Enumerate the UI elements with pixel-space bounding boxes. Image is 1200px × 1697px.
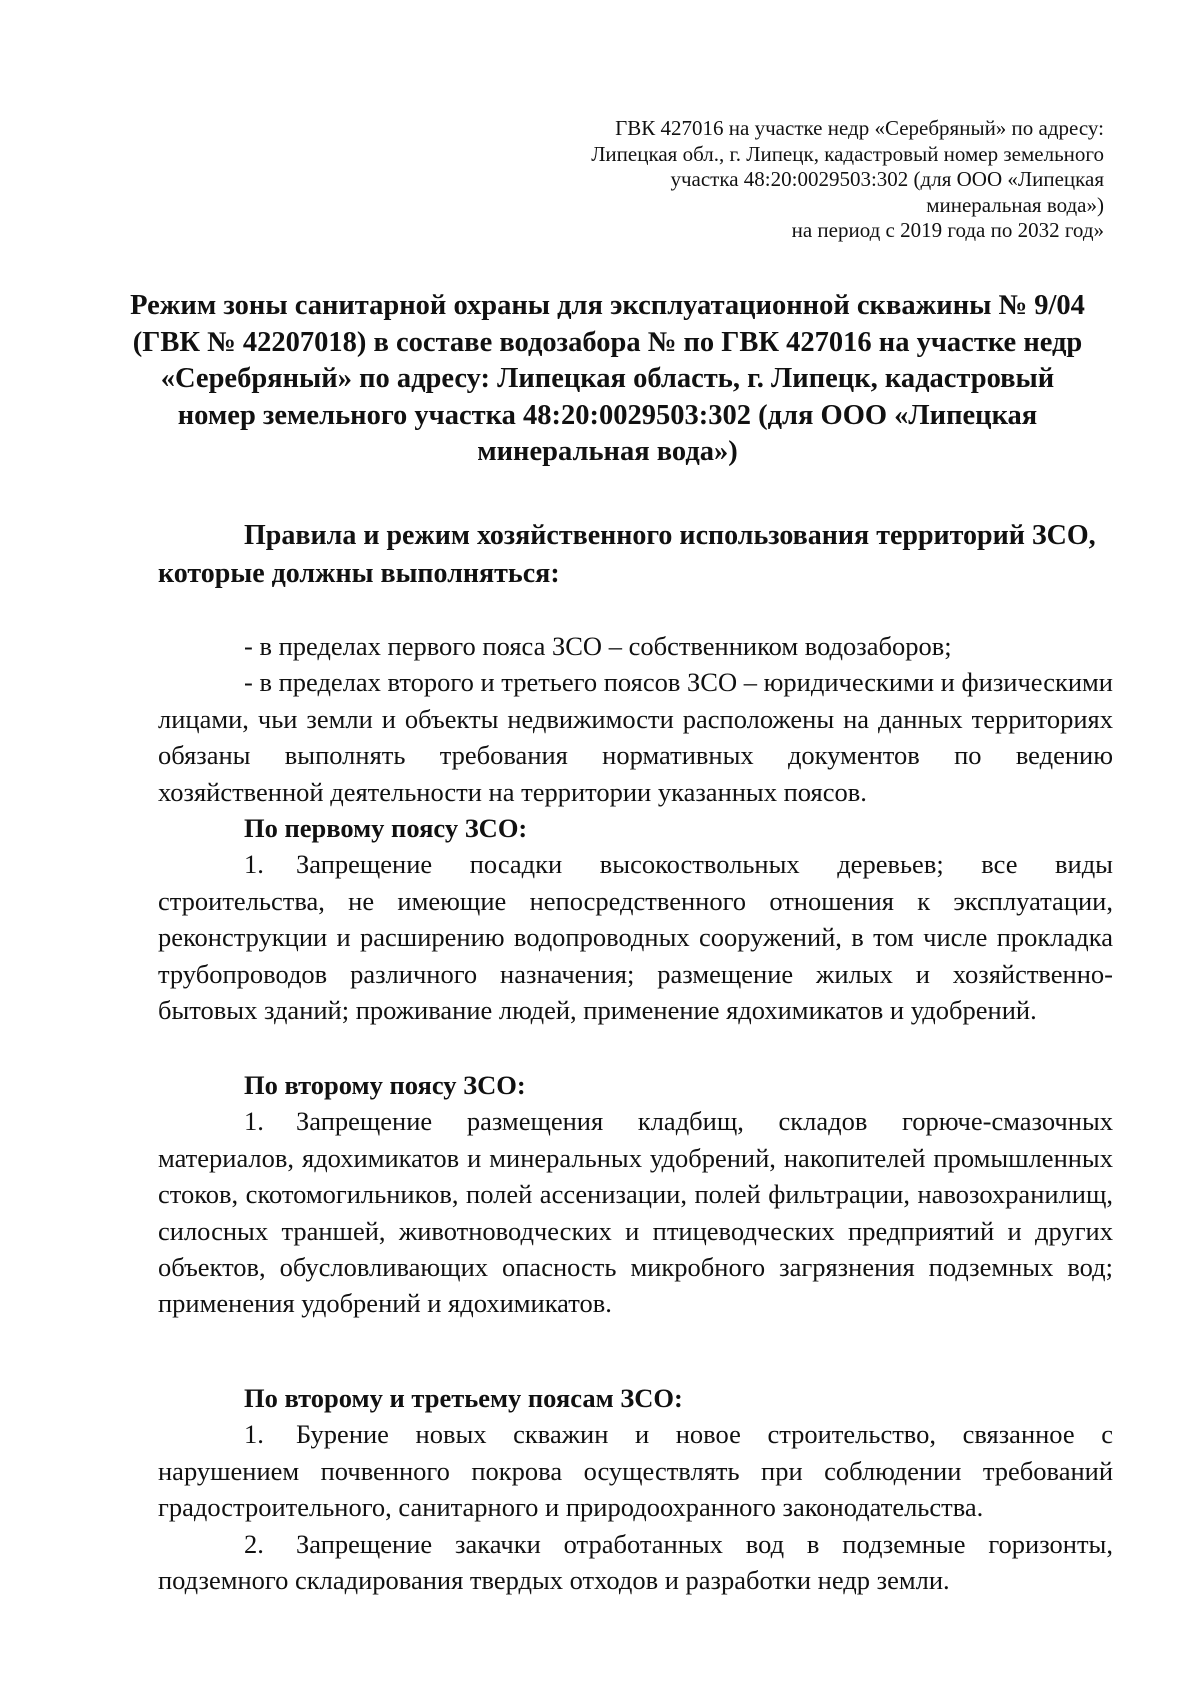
item-text: Запрещение закачки отработанных вод в подземные горизонты, подземного складирования твердых отходов и разработки недр земли. bbox=[158, 1528, 1113, 1596]
header-line: участка 48:20:0029503:302 (для ООО «Липецкая bbox=[670, 167, 1104, 192]
intro-section bbox=[158, 628, 1113, 810]
rules-heading-line: Правила и режим хозяйственного использования территорий ЗСО, bbox=[244, 520, 1096, 551]
belt1-heading: По первому поясу ЗСО: bbox=[244, 813, 528, 843]
document-title bbox=[130, 288, 1085, 471]
belt1-item bbox=[158, 846, 1113, 1028]
header-line: на период с 2019 года по 2032 год» bbox=[791, 218, 1104, 243]
belt23-item bbox=[158, 1416, 1113, 1525]
title-line: (ГВК № 42207018) в составе водозабора № по ГВК 427016 на участке недр bbox=[132, 326, 1083, 358]
title-line: минеральная вода») bbox=[477, 436, 738, 467]
belt23-heading: По второму и третьему поясам ЗСО: bbox=[244, 1383, 683, 1413]
item-number: 1. bbox=[244, 849, 264, 880]
item-text: Запрещение размещения кладбищ, складов горюче-смазочных материалов, ядохимикатов и минеральных удобрений, накопителей промышленных стоков, скотомогильников, полей ассенизации, полей фильтрации, навозохранилищ, силосных траншей, животноводческих и птицеводческих предприятий и других объектов, обусловливающих опасность микробного загрязнения подземных вод; применения удобрений и ядохимикатов. bbox=[158, 1106, 1113, 1319]
item-text: Бурение новых скважин и новое строительство, связанное с нарушением почвенного покрова осуществлять при соблюдении требований градостроительного, санитарного и природоохранного законодательства. bbox=[158, 1419, 1113, 1523]
item-number: 1. bbox=[244, 1106, 264, 1137]
document-header bbox=[464, 116, 1104, 244]
intro-item-first-belt: - в пределах первого пояса ЗСО – собственником водозаборов; bbox=[244, 631, 952, 661]
intro-item-second-third-belt: - в пределах второго и третьего поясов ЗСО – юридическими и физическими лицами, чьи земли и объекты недвижимости расположены на данных территориях обязаны выполнять требования нормативных документов по ведению хозяйственной деятельности на территории указанных поясов. bbox=[158, 667, 1113, 807]
title-line: «Серебряный» по адресу: Липецкая область, г. Липецк, кадастровый bbox=[160, 363, 1055, 394]
belt1-section bbox=[158, 810, 1113, 1028]
header-line: Липецкая обл., г. Липецк, кадастровый номер земельного bbox=[591, 141, 1104, 166]
belt2-item bbox=[158, 1103, 1113, 1321]
title-line: Режим зоны санитарной охраны для эксплуатационной скважины № 9/04 bbox=[130, 290, 1085, 321]
item-number: 1. bbox=[244, 1419, 264, 1450]
belt23-item bbox=[158, 1526, 1113, 1599]
rules-heading-line: которые должны выполняться: bbox=[158, 558, 560, 589]
item-number: 2. bbox=[244, 1528, 264, 1559]
belt2-heading: По второму поясу ЗСО: bbox=[244, 1070, 526, 1100]
belt2-section bbox=[158, 1067, 1113, 1322]
title-line: номер земельного участка 48:20:0029503:302 (для ООО «Липецкая bbox=[177, 399, 1038, 431]
header-line: минеральная вода») bbox=[926, 192, 1104, 217]
header-line: ГВК 427016 на участке недр «Серебряный» по адресу: bbox=[615, 116, 1104, 140]
rules-heading bbox=[158, 517, 1113, 593]
belt23-section bbox=[158, 1380, 1113, 1598]
item-text: Запрещение посадки высокоствольных деревьев; все виды строительства, не имеющие непосредственного отношения к эксплуатации, реконструкции и расширению водопроводных сооружений, в том числе прокладка трубопроводов различного назначения; размещение жилых и хозяйственно-бытовых зданий; проживание людей, применение ядохимикатов и удобрений. bbox=[158, 849, 1113, 1026]
